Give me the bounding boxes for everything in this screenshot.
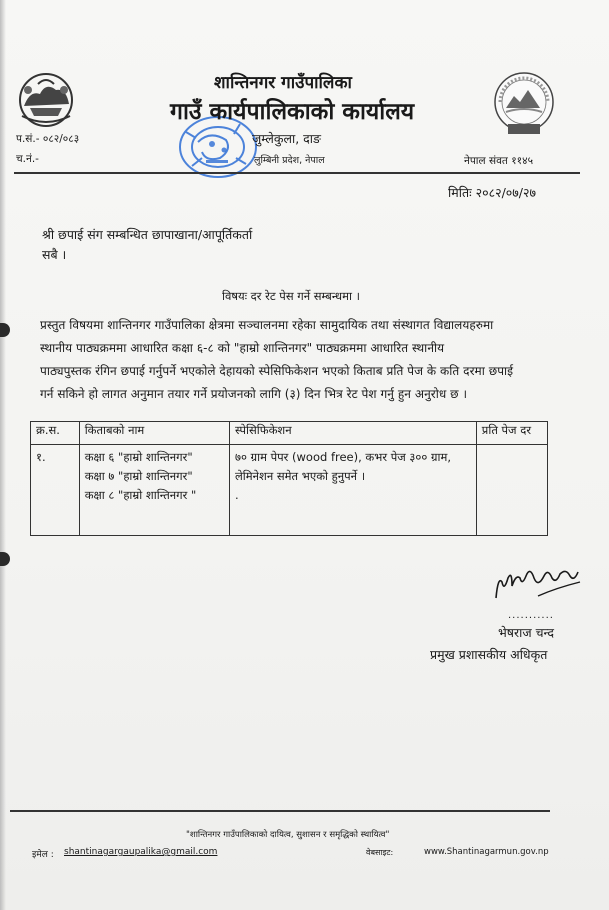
office-location: जुम्लेकुला, दाङ (252, 131, 321, 146)
column-header-rate: प्रति पेज दर (476, 422, 547, 445)
addressee-line: श्री छपाई संग सम्बन्धित छापाखाना/आपूर्तिकर्ता (42, 227, 253, 242)
book-title: कक्षा ७ "हाम्रो शान्तिनगर" (84, 469, 193, 483)
column-header-book: किताबको नाम (79, 422, 229, 445)
specification-table (30, 421, 548, 536)
cell-rate (476, 445, 547, 536)
book-title: कक्षा ८ "हाम्रो शान्तिनगर " (84, 488, 197, 502)
nepal-sambat: नेपाल संवत ११४५ (464, 155, 534, 167)
signature-dots: ........... (508, 610, 554, 621)
footer-website-label: वेबसाइट: (366, 848, 394, 857)
spec-line: ७० ग्राम पेपर (wood free), कभर पेज ३०० ग्राम, (235, 450, 452, 464)
body-paragraph-line: स्थानीय पाठ्यक्रममा आधारित कक्षा ६-८ को "हाम्रो शान्तिनगर" पाठ्यक्रममा आधारित स्थानीय (40, 341, 445, 355)
column-header-serial: क्र.स. (31, 422, 80, 445)
reference-number: प.सं.- ०८२/०८३ (16, 133, 80, 145)
body-paragraph-line: पाठ्यपुस्तक रंगिन छपाई गर्नुपर्ने भएकोले देहायको स्पेसिफिकेशन भएको किताब प्रति पेज के कति दरमा छपाई (40, 364, 514, 378)
column-header-spec: स्पेसिफिकेशन (230, 422, 477, 445)
signature-mark (490, 548, 582, 608)
page-edge-shadow (0, 0, 6, 910)
footer-email-label: इमेल : (32, 850, 54, 860)
signatory-title: प्रमुख प्रशासकीय अधिकृत (430, 647, 548, 662)
office-name: गाउँ कार्यपालिकाको कार्यालय (170, 99, 415, 125)
office-province: लुम्बिनी प्रदेश, नेपाल (254, 155, 325, 166)
footer-website-link[interactable]: www.Shantinagarmun.gov.np (424, 847, 549, 857)
nepal-emblem-icon (16, 70, 76, 128)
cell-spec (230, 445, 477, 536)
body-paragraph-line: गर्न सकिने हो लागत अनुमान तयार गर्ने प्रयोजनको लागि (३) दिन भित्र रेट पेश गर्नु हुन अनुरोध छ । (40, 387, 468, 401)
book-title: कक्षा ६ "हाम्रो शान्तिनगर" (84, 450, 193, 464)
punch-hole (0, 323, 10, 337)
addressee-line: सबै । (42, 247, 67, 262)
cell-serial: १. (31, 445, 80, 536)
header-divider (14, 172, 580, 174)
table-header-row (31, 422, 548, 445)
cell-books (79, 445, 229, 536)
footer-motto: "शान्तिनगर गाउँपालिकाको दायित्व, सुशासन र समृद्धिको स्थायित्व" (186, 830, 390, 840)
spec-line: लेमिनेशन समेत भएको हुनुपर्ने । (235, 469, 366, 483)
letter-subject: विषयः दर रेट पेस गर्ने सम्बन्धमा । (222, 289, 360, 303)
municipality-name: शान्तिनगर गाउँपालिका (214, 73, 352, 93)
spec-line: . (235, 488, 239, 502)
signatory-name: भेषराज चन्द (498, 625, 555, 640)
body-paragraph-line: प्रस्तुत विषयमा शान्तिनगर गाउँपालिका क्षेत्रमा सञ्चालनमा रहेका सामुदायिक तथा संस्थागत विद्यालयहरुमा (40, 318, 494, 332)
municipality-seal-icon (492, 68, 556, 142)
punch-hole (0, 552, 10, 566)
letter-date: मितिः २०८२/०७/२७ (448, 185, 536, 200)
table-row (31, 445, 548, 536)
dispatch-number: च.नं.- (16, 153, 39, 165)
footer-email-link[interactable]: shantinagargaupalika@gmail.com (64, 847, 218, 857)
footer-divider (10, 810, 550, 812)
